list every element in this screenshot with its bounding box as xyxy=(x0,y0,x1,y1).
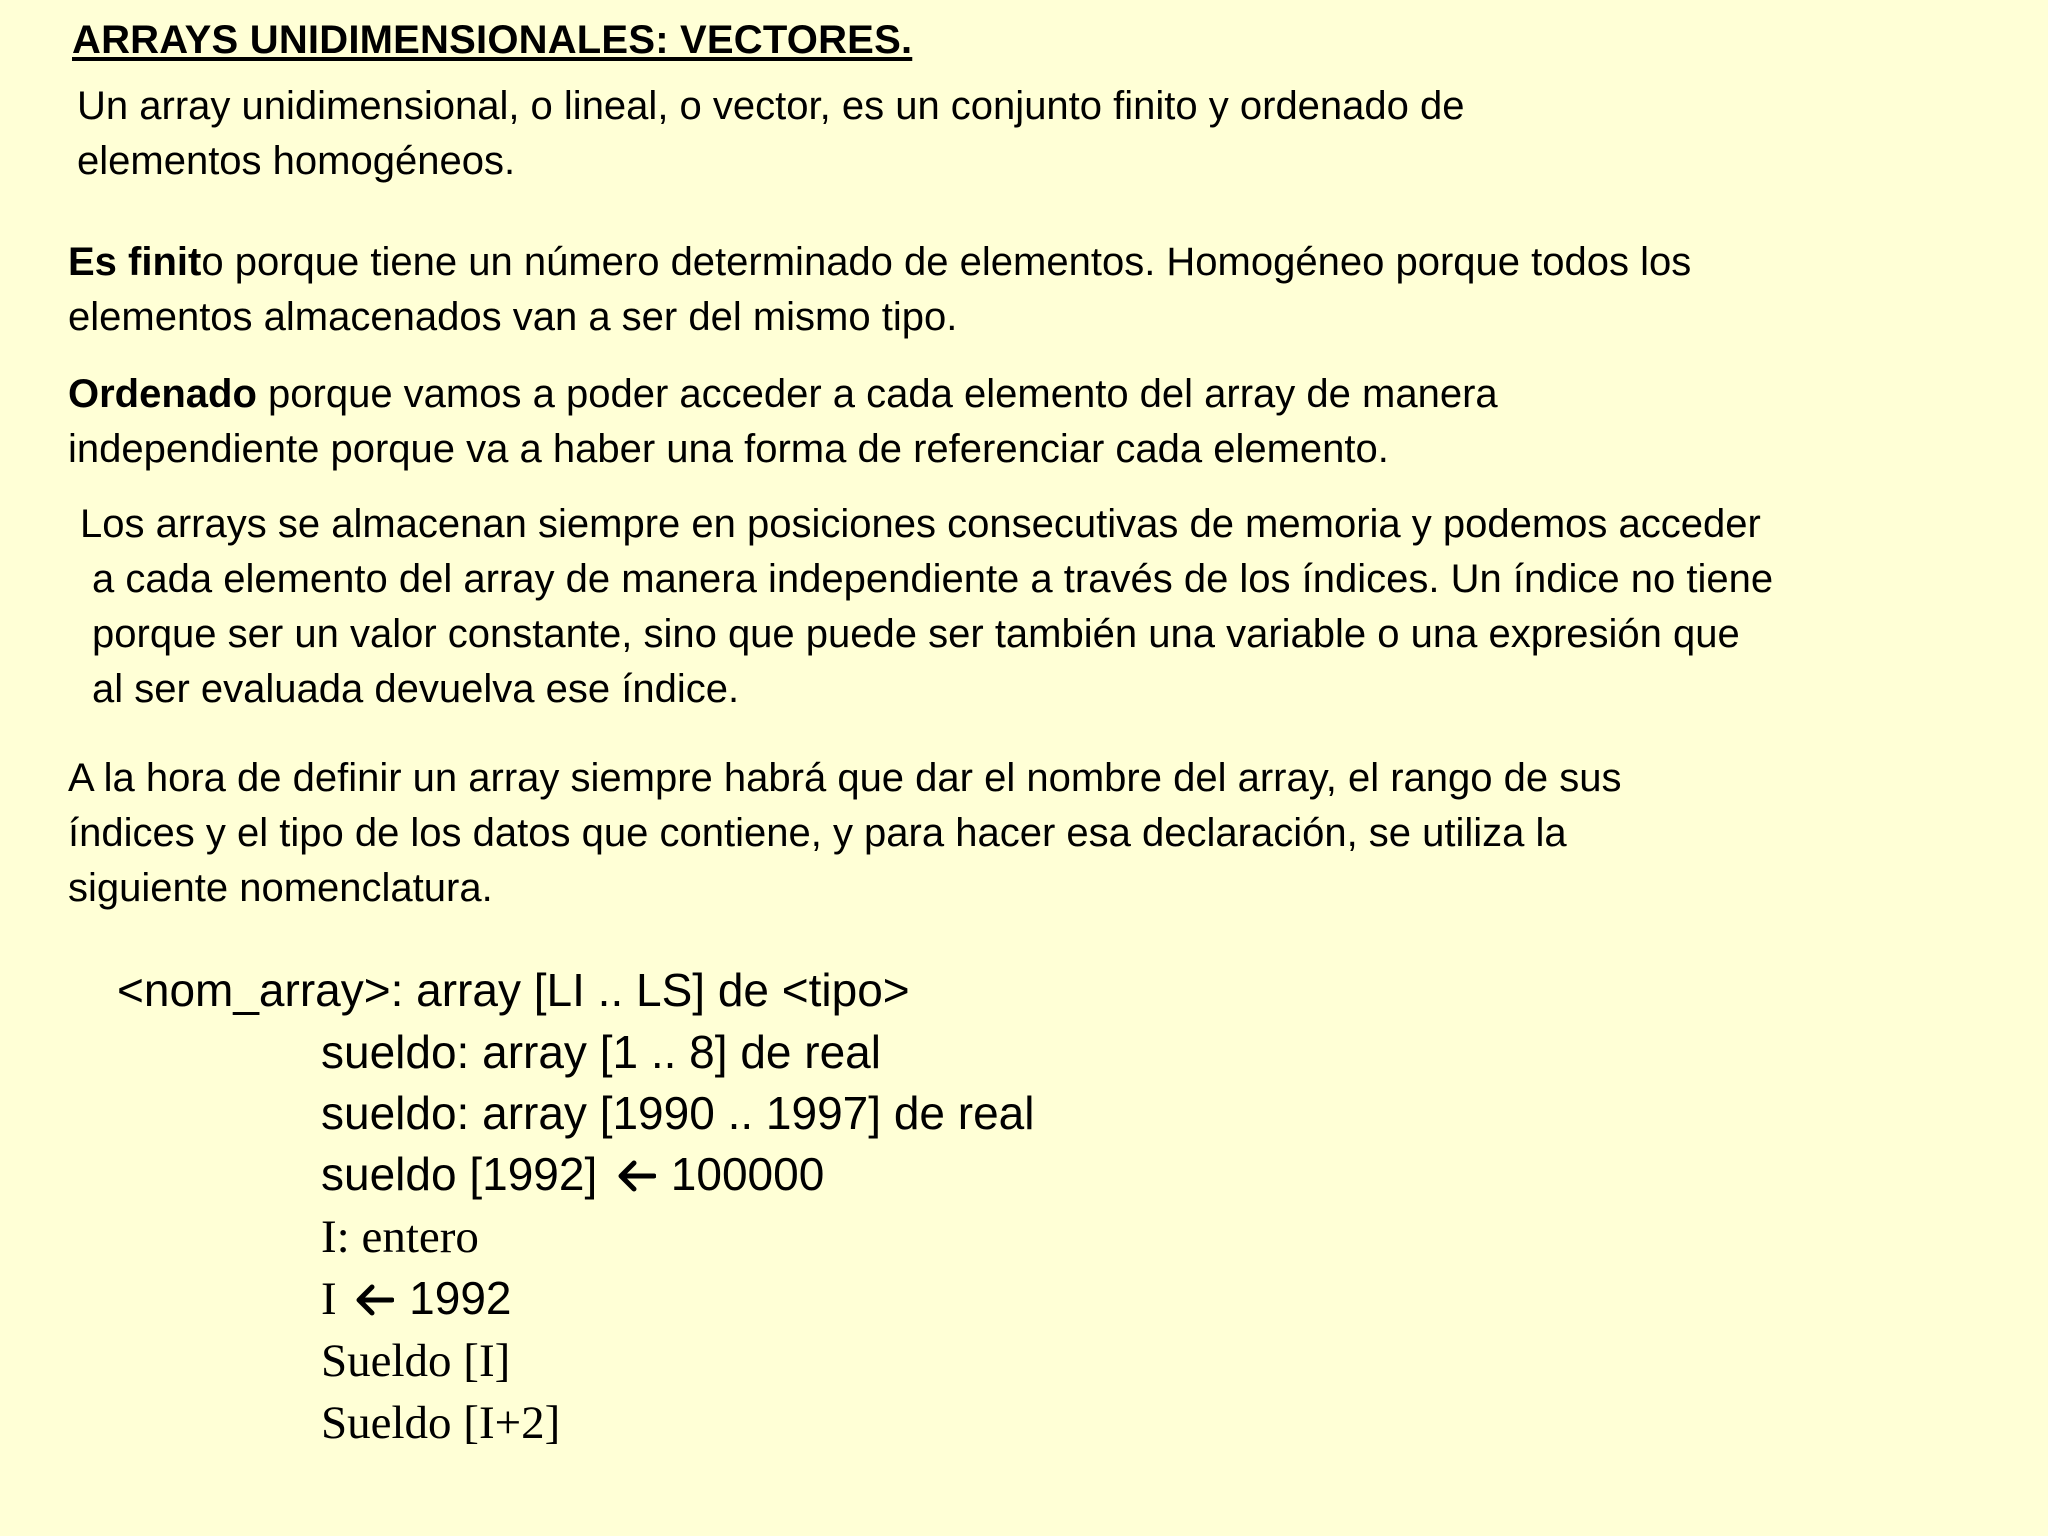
paragraph-line xyxy=(68,367,1498,422)
paragraph-text: o porque tiene un número determinado de elementos. Homogéneo porque todos los xyxy=(201,240,1692,284)
paragraph-line: elementos homogéneos. xyxy=(77,139,516,183)
code-text: 1992 xyxy=(396,1272,512,1324)
paragraph-ordenado xyxy=(68,367,1498,477)
code-line: Sueldo [I] xyxy=(321,1335,511,1387)
code-line: Sueldo [I+2] xyxy=(321,1397,561,1449)
paragraph-finito xyxy=(68,235,1691,345)
paragraph-line: elementos almacenados van a ser del mismo tipo. xyxy=(68,295,958,339)
paragraph-line: al ser evaluada devuelva ese índice. xyxy=(92,667,740,711)
paragraph-definition xyxy=(77,79,1465,189)
paragraph-text: porque vamos a poder acceder a cada elemento del array de manera xyxy=(256,372,1498,416)
code-line: I: entero xyxy=(321,1211,479,1263)
left-arrow-icon xyxy=(354,1282,394,1318)
paragraph-memoria xyxy=(80,497,1773,717)
code-text: I xyxy=(321,1273,349,1325)
code-line-assignment xyxy=(321,1268,512,1329)
paragraph-line: porque ser un valor constante, sino que puede ser también una variable o una expresión que xyxy=(92,612,1740,656)
code-line-assignment xyxy=(321,1144,824,1204)
paragraph-line: independiente porque va a haber una forma de referenciar cada elemento. xyxy=(68,427,1389,471)
paragraph-line: Un array unidimensional, o lineal, o vector, es un conjunto finito y ordenado de xyxy=(77,84,1465,128)
paragraph-line: a cada elemento del array de manera independiente a través de los índices. Un índice no tiene xyxy=(92,557,1774,601)
paragraph-line: índices y el tipo de los datos que contiene, y para hacer esa declaración, se utiliza la xyxy=(68,811,1567,855)
code-line: sueldo: array [1 .. 8] de real xyxy=(321,1026,881,1078)
bold-term: Es finit xyxy=(68,240,202,284)
slide-title: ARRAYS UNIDIMENSIONALES: VECTORES. xyxy=(72,18,913,62)
syntax-line: <nom_array>: array [LI .. LS] de <tipo> xyxy=(117,964,910,1016)
code-text: 100000 xyxy=(658,1148,825,1200)
paragraph-line: Los arrays se almacenan siempre en posiciones consecutivas de memoria y podemos acceder xyxy=(80,502,1761,546)
code-line: sueldo: array [1990 .. 1997] de real xyxy=(321,1087,1035,1139)
paragraph-line: siguiente nomenclatura. xyxy=(68,866,493,910)
paragraph-declaracion xyxy=(68,751,1621,916)
paragraph-line xyxy=(68,235,1691,290)
bold-term: Ordenado xyxy=(68,372,257,416)
paragraph-line: A la hora de definir un array siempre habrá que dar el nombre del array, el rango de sus xyxy=(68,756,1622,800)
left-arrow-icon xyxy=(616,1158,656,1194)
code-text: sueldo [1992] xyxy=(321,1148,611,1200)
